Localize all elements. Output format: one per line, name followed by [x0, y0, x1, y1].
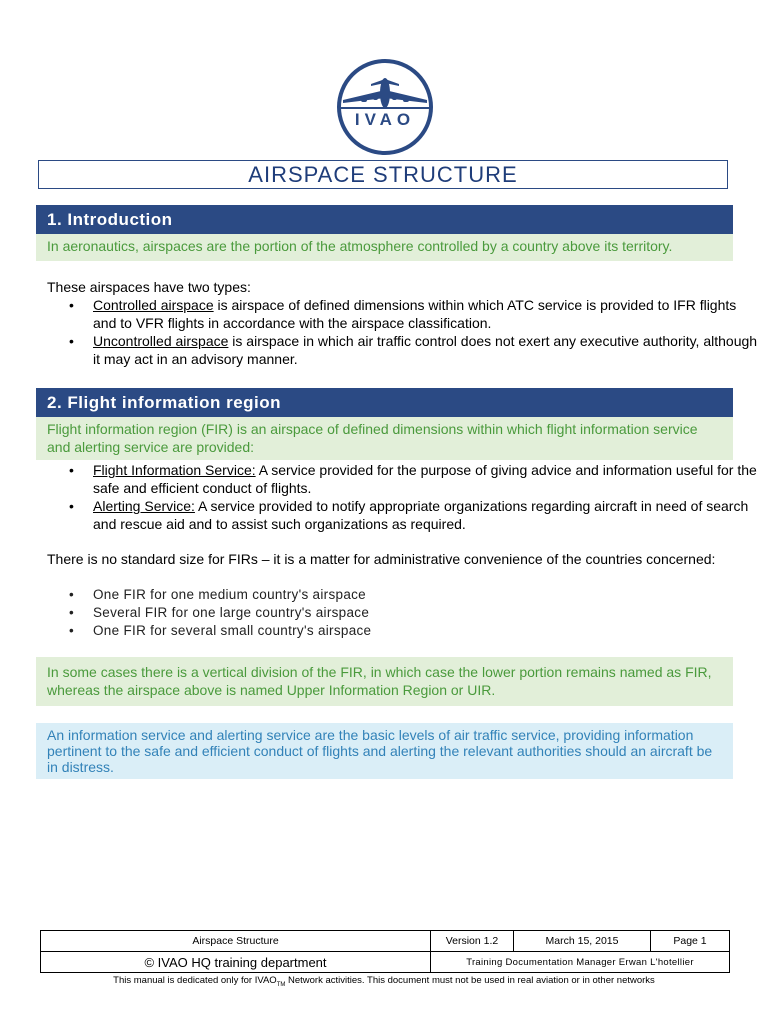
- term-uncontrolled-airspace: Uncontrolled airspace: [93, 333, 229, 349]
- section-heading-introduction: 1. Introduction: [36, 205, 733, 234]
- info-service-note: An information service and alerting service are the basic levels of air traffic service, providing information pertinent to the safe and efficient conduct of flights and alerting the relevant authorities should an aircraft be in distress.: [36, 723, 733, 779]
- intro-highlight: In aeronautics, airspaces are the portion of the atmosphere controlled by a country above its territory.: [36, 234, 733, 261]
- footer-table: [40, 930, 730, 973]
- term-flight-information-service: Flight Information Service:: [93, 462, 256, 478]
- fir-size-list: [47, 586, 763, 640]
- term-alerting-service: Alerting Service:: [93, 498, 195, 514]
- footer-page: Page 1: [651, 931, 730, 952]
- list-item-text: is airspace in which air traffic control does not exert any executive authority, although it may act in an advisory manner.: [93, 333, 758, 367]
- footer-copyright: © IVAO HQ training department: [41, 952, 431, 973]
- list-item: [93, 332, 763, 368]
- footer-date: March 15, 2015: [514, 931, 651, 952]
- term-controlled-airspace: Controlled airspace: [93, 297, 214, 313]
- fir-services-list: [47, 461, 763, 533]
- disclaimer-text-end: Network activities. This document must not be used in real aviation or in other networks: [285, 975, 655, 986]
- list-item-text: is airspace of defined dimensions within which ATC service is provided to IFR flights and to VFR flights in accordance with the airspace classification.: [93, 297, 737, 331]
- ivao-logo: [335, 57, 435, 157]
- list-item: [93, 497, 763, 533]
- uir-note: In some cases there is a vertical division of the FIR, in which case the lower portion remains named as FIR, whereas the airspace above is named Upper Information Region or UIR.: [36, 657, 733, 706]
- airspace-types-list: [47, 296, 763, 368]
- list-item: • One FIR for several small country's airspace: [93, 622, 763, 640]
- list-item: • Several FIR for one large country's airspace: [93, 604, 763, 622]
- page-title: AIRSPACE STRUCTURE: [38, 160, 728, 189]
- list-item: • One FIR for one medium country's airspace: [93, 586, 763, 604]
- intro-text: These airspaces have two types:: [47, 279, 251, 295]
- logo-text: IVAO: [354, 110, 416, 129]
- list-item: [93, 296, 763, 332]
- list-item-text: A service provided for the purpose of giving advice and information useful for the safe and efficient conduct of flights.: [93, 462, 757, 496]
- footer-disclaimer: [0, 975, 768, 988]
- section-heading-fir: 2. Flight information region: [36, 388, 733, 417]
- fir-highlight: Flight information region (FIR) is an airspace of defined dimensions within which flight information service and alerting service are provided:: [36, 417, 733, 460]
- list-item: [93, 461, 763, 497]
- trademark-mark: TM: [276, 981, 286, 988]
- footer-manager: Training Documentation Manager Erwan L'hotellier: [431, 952, 730, 973]
- fir-size-text: There is no standard size for FIRs – it is a matter for administrative convenience of the countries concerned:: [47, 551, 716, 567]
- disclaimer-text: This manual is dedicated only for IVAO: [113, 975, 277, 986]
- footer-version: Version 1.2: [431, 931, 514, 952]
- list-item-text: A service provided to notify appropriate organizations regarding aircraft in need of search and rescue aid and to assist such organizations as required.: [93, 498, 749, 532]
- footer-doc-title: Airspace Structure: [41, 931, 431, 952]
